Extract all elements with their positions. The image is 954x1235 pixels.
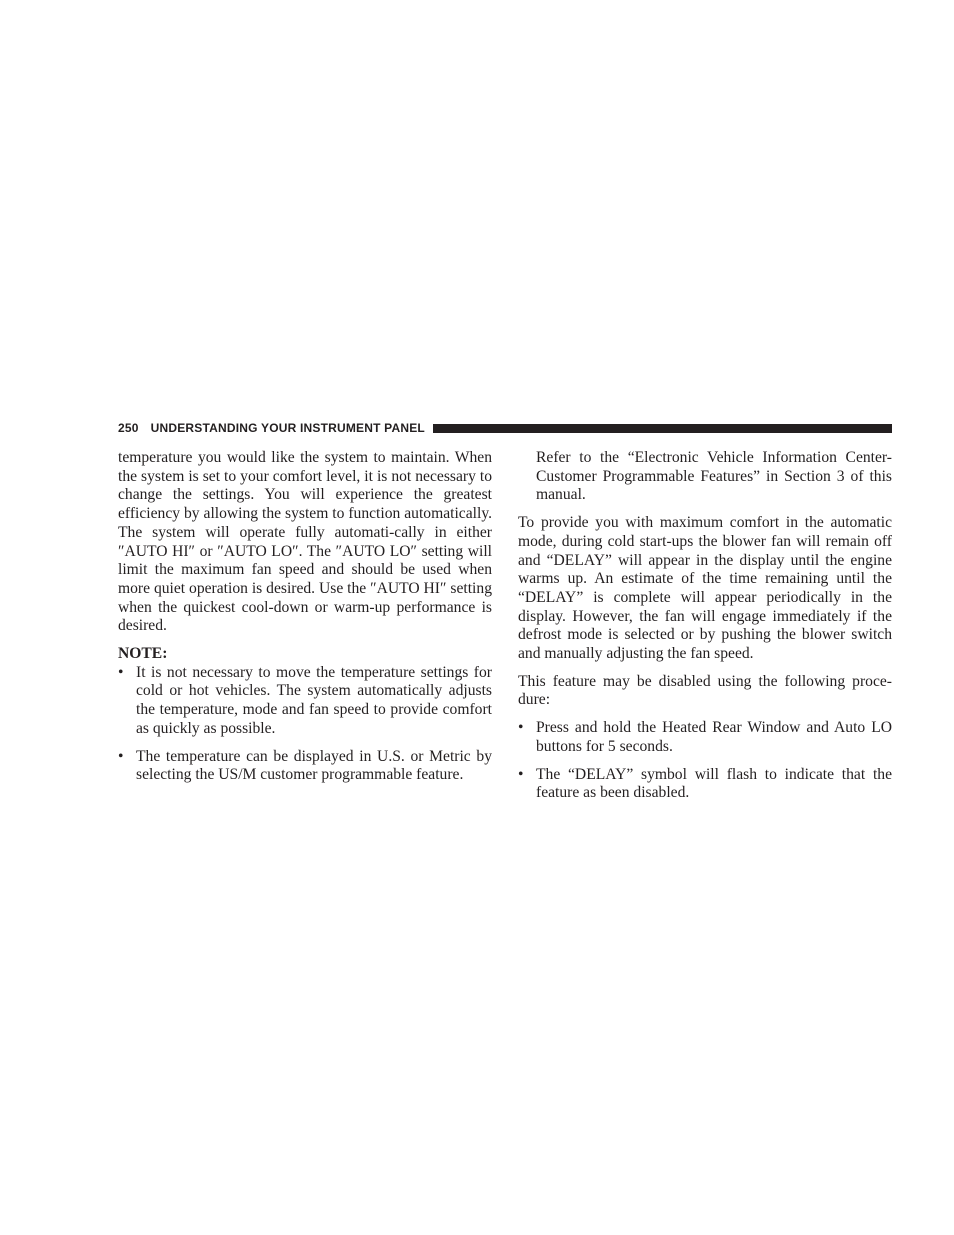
list-item-text: It is not necessary to move the temperature settings for cold or hot vehicles. The system automatically adjusts the temperature, mode and fan speed to provide comfort as quickly as possible. [136, 663, 492, 737]
right-column [518, 449, 892, 812]
list-item-text: The “DELAY” symbol will flash to indicate that the feature as been disabled. [536, 765, 892, 802]
section-title: UNDERSTANDING YOUR INSTRUMENT PANEL [150, 421, 425, 435]
page-header [118, 420, 892, 436]
list-item [518, 719, 892, 756]
list-item [518, 766, 892, 803]
list-item-text: Press and hold the Heated Rear Window and Auto LO buttons for 5 seconds. [536, 719, 892, 755]
page-number: 250 [118, 421, 139, 435]
continued-bullet-text: Refer to the “Electronic Vehicle Information Center-Customer Programmable Features” in Section 3 of this manual. [536, 449, 892, 504]
list-item [118, 748, 492, 785]
bullet-icon: • [518, 719, 524, 737]
list-item-text: The temperature can be displayed in U.S. or Metric by selecting the US/M customer programmable feature. [136, 747, 492, 784]
bullet-icon: • [118, 747, 124, 765]
procedure-bullet-list [518, 719, 892, 803]
left-column [118, 449, 492, 794]
body-paragraph: This feature may be disabled using the following proce-dure: [518, 672, 892, 709]
body-paragraph: To provide you with maximum comfort in the automatic mode, during cold start-ups the blower fan will remain off and “DELAY” will appear in the display until the engine warms up. An estimate of the time remaining until the “DELAY” is complete will appear periodically in the display. However, the fan will engage immediately if the defrost mode is selected or by pushing the blower switch and manually adjusting the fan speed. [518, 514, 892, 663]
header-rule [433, 424, 892, 433]
note-bullet-list [118, 664, 492, 785]
bullet-icon: • [518, 765, 524, 783]
bullet-icon: • [118, 663, 124, 681]
note-label: NOTE: [118, 645, 168, 663]
list-item [118, 664, 492, 739]
body-paragraph: temperature you would like the system to maintain. When the system is set to your comfort level, it is not necessary to change the settings. You will experience the greatest efficiency by allowing the system to function automatically. The system will operate fully automati-cally in either ″AUTO HI″ or ″AUTO LO″. The ″AUTO LO″ setting will limit the maximum fan speed and should be used when more quiet operation is desired. Use the ″AUTO HI″ setting when the quickest cool-down or warm-up performance is desired. [118, 449, 492, 635]
